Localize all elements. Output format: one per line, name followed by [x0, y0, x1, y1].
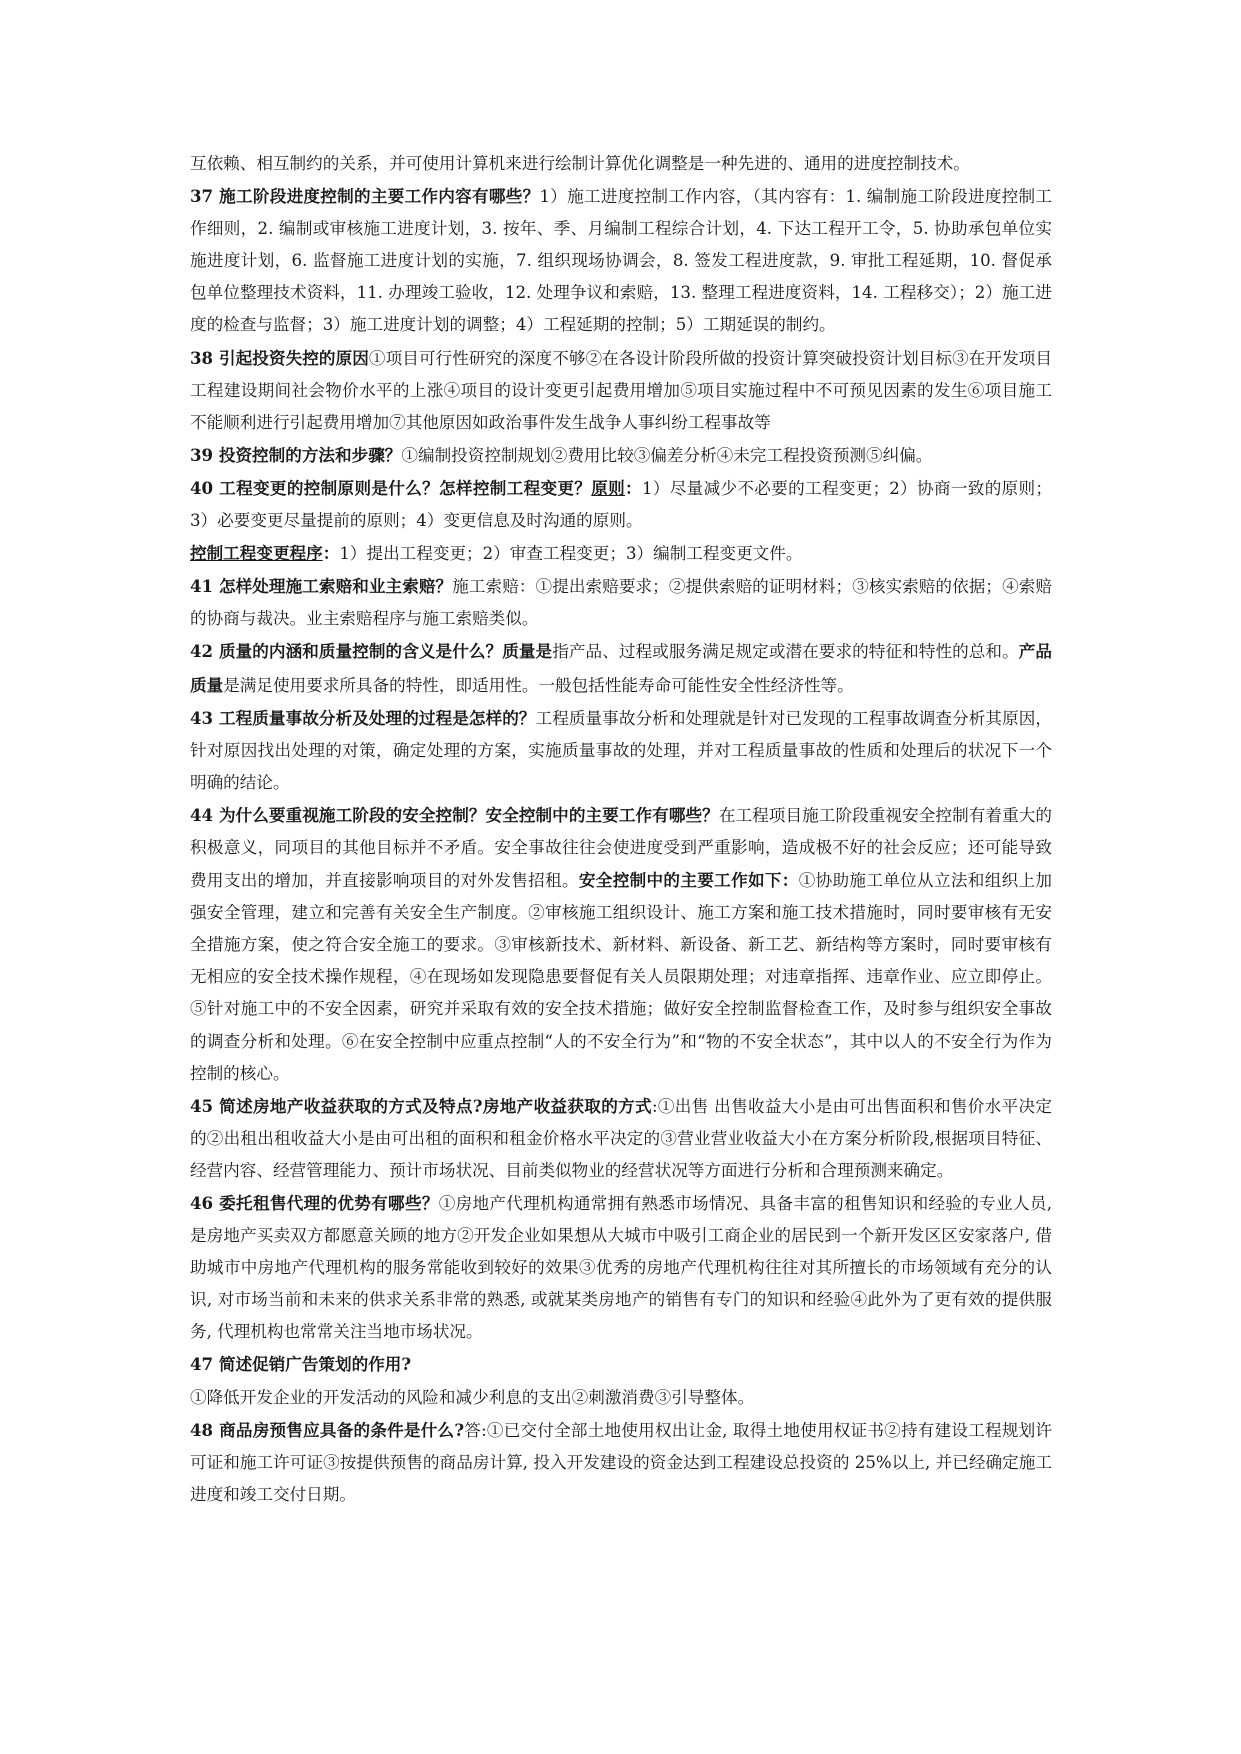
q39-question: 39 投资控制的方法和步骤？ [190, 444, 402, 465]
q48-paragraph [190, 1414, 1052, 1511]
q45-question: 45 简述房地产收益获取的方式及特点? [190, 1095, 483, 1116]
q48-question: 48 商品房预售应具备的条件是什么? [190, 1419, 465, 1440]
q46-paragraph [190, 1187, 1052, 1348]
q40-paragraph [190, 472, 1052, 537]
q46-answer: ①房地产代理机构通常拥有熟悉市场情况、具备丰富的租售知识和经验的专业人员, 是房地产买卖双方都愿意关顾的地方②开发企业如果想从大城市中吸引工商企业的居民到一个新开发区区安家落户, 借助城市中房地产代理机构的服务常能收到较好的效果③优秀的房地产代理机构往往对其所擅长的市场领域有充分的认识, 对市场当前和未来的供求关系非常的熟悉, 或就某类房地产的销售有专门的知识和经验④此外为了更有效的提供服务, 代理机构也常常关注当地市场状况。 [190, 1194, 1052, 1342]
q45-paragraph [190, 1090, 1052, 1187]
q42-question: 42 质量的内涵和质量控制的含义是什么？ [190, 641, 503, 662]
q39-answer: ①编制投资控制规划②费用比较③偏差分析④未完工程投资预测⑤纠偏。 [401, 445, 933, 465]
q40-question: 40 工程变更的控制原则是什么？怎样控制工程变更？ [190, 477, 592, 498]
document-body [190, 148, 1052, 1511]
q38-paragraph [190, 342, 1052, 439]
q44-answer1: 在工程项目施工阶段重视安全控制有着重大的积极意义，同项目的其他目标并不矛盾。安全事故往往会使进度受到严重影响，造成极不好的社会反应；还可能导致费用支出的增加，并直接影响项目的对外发售招租。 [190, 805, 1052, 891]
q44-label2: 安全控制中的主要工作如下： [578, 870, 799, 891]
q44-paragraph [190, 799, 1052, 1090]
q42-paragraph [190, 635, 1052, 701]
q40-principle-label: 原则 [591, 477, 626, 498]
q37-paragraph [190, 180, 1052, 341]
q40-procedure-paragraph [190, 537, 1052, 570]
q37-question: 37 施工阶段进度控制的主要工作内容有哪些？ [190, 186, 540, 207]
q42-text2: 是满足使用要求所具备的特性，即适用性。一般包括性能寿命可能性安全性经济性等。 [223, 675, 854, 695]
q36-tail [190, 148, 1052, 180]
q43-question: 43 工程质量事故分析及处理的过程是怎样的？ [190, 707, 536, 728]
q40-principle-colon: ： [625, 477, 642, 498]
q45-label: 房地产收益获取的方式 [482, 1095, 652, 1116]
q40-procedure-text: 1）提出工程变更；2）审查工程变更；3）编制工程变更文件。 [339, 544, 803, 564]
q41-question: 41 怎样处理施工索赔和业主索赔？ [190, 576, 453, 597]
q36-tail-text: 互依赖、相互制约的关系，并可使用计算机来进行绘制计算优化调整是一种先进的、通用的进度控制技术。 [190, 154, 970, 173]
q47-answer: ①降低开发企业的开发活动的风险和减少利息的支出②刺激消费③引导整体。 [190, 1387, 755, 1407]
q39-paragraph [190, 439, 1052, 472]
q41-paragraph [190, 570, 1052, 635]
q43-paragraph [190, 702, 1052, 799]
q37-answer: 1）施工进度控制工作内容，（其内容有：1. 编制施工阶段进度控制工作细则，2. 编制或审核施工进度计划，3. 按年、季、月编制工程综合计划，4. 下达工程开工令，5. 协助承包单位实施进度计划，6. 监督施工进度计划的实施，7. 组织现场协调会，8. 签发工程进度款，9. 审批工程延期，10. 督促承包单位整理技术资料，11. 办理竣工验收，12. 处理争议和索赔，13. 整理工程进度资料，14. 工程移交）；2）施工进度的检查与监督；3）施工进度计划的调整；4）工程延期的控制；5）工期延误的制约。 [190, 187, 1052, 335]
q47-answer-paragraph [190, 1382, 1052, 1414]
q46-question: 46 委托租售代理的优势有哪些？ [190, 1193, 439, 1213]
q48-answer: 答:①已交付全部土地使用权出让金, 取得土地使用权证书②持有建设工程规划许可证和施工许可证③按提供预售的商品房计算, 投入开发建设的资金达到工程建设总投资的 25%以上, 并已经确定施工进度和竣工交付日期。 [190, 1420, 1053, 1504]
q47-question-paragraph [190, 1348, 1052, 1381]
q44-answer2: ①协助施工单位从立法和组织上加强安全管理，建立和完善有关安全生产制度。②审核施工组织设计、施工方案和施工技术措施时，同时要审核有无安全措施方案，使之符合安全施工的要求。③审核新技术、新材料、新设备、新工艺、新结构等方案时，同时要审核有无相应的安全技术操作规程，④在现场如发现隐患要督促有关人员限期处理；对违章指挥、违章作业、应立即停止。⑤针对施工中的不安全因素，研究并采取有效的安全技术措施；做好安全控制监督检查工作，及时参与组织安全事故的调查分析和处理。⑥在安全控制中应重点控制“人的不安全行为”和“物的不安全状态”，其中以人的不安全行为作为控制的核心。 [190, 871, 1053, 1083]
q40-procedure-colon: ： [322, 543, 340, 564]
q43-answer: 工程质量事故分析和处理就是针对已发现的工程事故调查分析其原因，针对原因找出处理的对策，确定处理的方案，实施质量事故的处理，并对工程质量事故的性质和处理后的状况下一个明确的结论。 [190, 708, 1052, 792]
q40-procedure-label: 控制工程变更程序 [190, 543, 323, 564]
q38-answer: ①项目可行性研究的深度不够②在各设计阶段所做的投资计算突破投资计划目标③在开发项目工程建设期间社会物价水平的上涨④项目的设计变更引起费用增加⑤项目实施过程中不可预见因素的发生⑥项目施工不能顺利进行引起费用增加⑦其他原因如政治事件发生战争人事纠纷工程事故等 [190, 348, 1052, 432]
q42-term2: 产品质量 [190, 641, 1053, 695]
q47-question: 47 简述促销广告策划的作用? [190, 1354, 412, 1375]
q42-text1: 指产品、过程或服务满足规定或潜在要求的特征和特性的总和。 [552, 642, 1019, 662]
q44-question: 44 为什么要重视施工阶段的安全控制？安全控制中的主要工作有哪些？ [190, 804, 719, 825]
q38-question: 38 引起投资失控的原因 [190, 347, 369, 368]
q41-answer: 施工索赔：①提出索赔要求；②提供索赔的证明材料；③核实索赔的依据；④索赔的协商与裁决。业主索赔程序与施工索赔类似。 [190, 577, 1052, 629]
q45-answer: :①出售 出售收益大小是由可出售面积和售价水平决定的②出租出租收益大小是由可出租的面积和租金价格水平决定的③营业营业收益大小在方案分析阶段,根据项目特征、经营内容、经营管理能力、预计市场状况、目前类似物业的经营状况等方面进行分析和合理预测来确定。 [190, 1096, 1053, 1180]
q40-principle-text: 1）尽量减少不必要的工程变更；2）协商一致的原则；3）必要变更尽量提前的原则；4）变更信息及时沟通的原则。 [190, 478, 1053, 531]
q42-term1: 质量是 [502, 641, 553, 662]
